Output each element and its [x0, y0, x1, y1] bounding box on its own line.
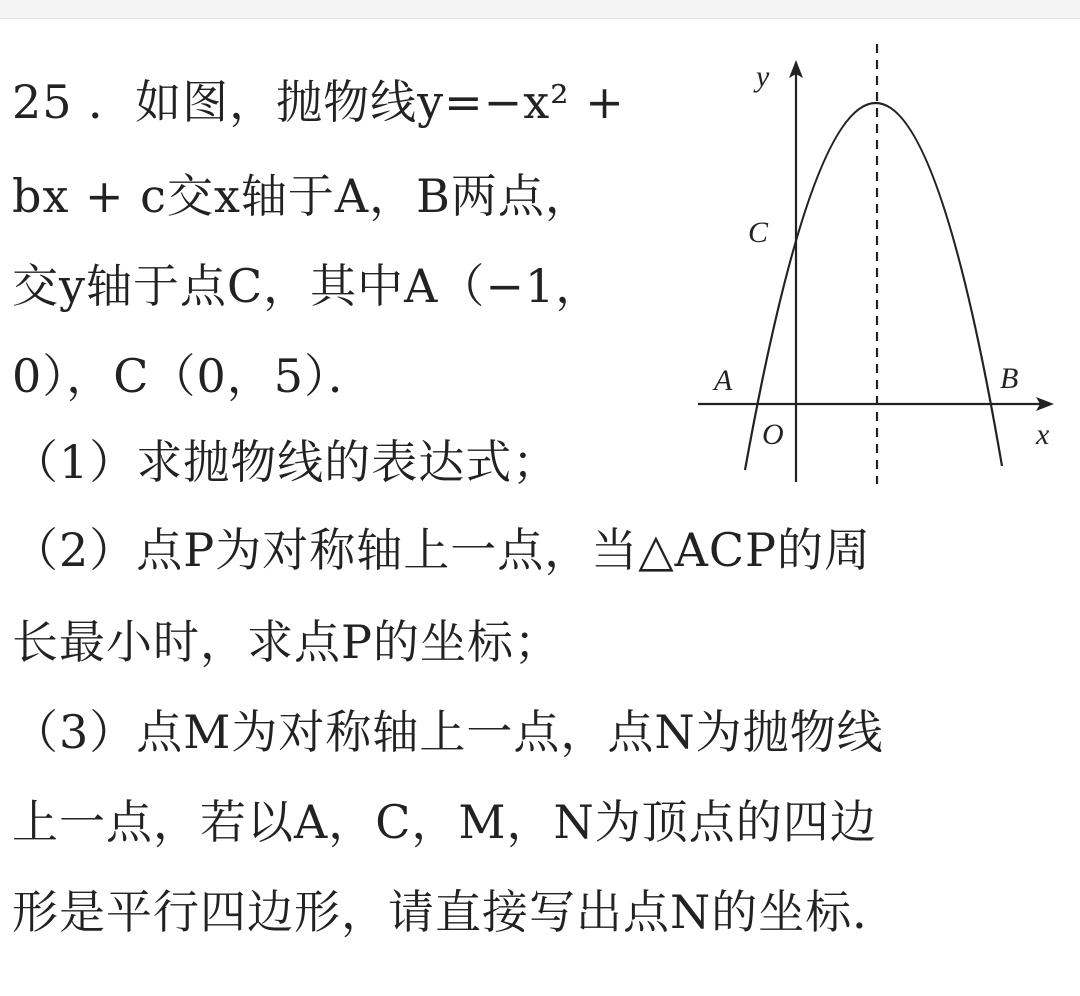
- problem-line-3: 交y轴于点C，其中A（−1，: [12, 259, 603, 313]
- problem-line-4: 0），C（0，5）．: [12, 349, 375, 403]
- question-part-2-line-1: （2）点P为对称轴上一点，当△ACP的周: [12, 523, 871, 577]
- label-point-a: A: [714, 364, 733, 397]
- label-origin-o: O: [762, 418, 784, 451]
- question-part-3-line-2: 上一点，若以A，C，M，N为顶点的四边: [12, 795, 877, 849]
- question-part-2-line-2: 长最小时，求点P的坐标；: [12, 615, 561, 669]
- question-part-1: （1）求抛物线的表达式；: [12, 435, 560, 489]
- label-x-axis: x: [1036, 418, 1050, 451]
- parabola-figure: [690, 38, 1070, 490]
- label-point-b: B: [1000, 362, 1019, 395]
- label-y-axis: y: [756, 60, 770, 93]
- label-point-c: C: [748, 216, 769, 249]
- question-part-3-line-3: 形是平行四边形，请直接写出点N的坐标．: [12, 885, 900, 939]
- question-part-3-line-1: （3）点M为对称轴上一点，点N为抛物线: [12, 705, 884, 759]
- problem-line-1: 25 ．如图，抛物线y=−x² +: [12, 75, 625, 129]
- top-status-bar: [0, 0, 1080, 19]
- problem-line-2: bx + c交x轴于A，B两点，: [12, 169, 592, 223]
- parabola-curve: [745, 103, 1002, 470]
